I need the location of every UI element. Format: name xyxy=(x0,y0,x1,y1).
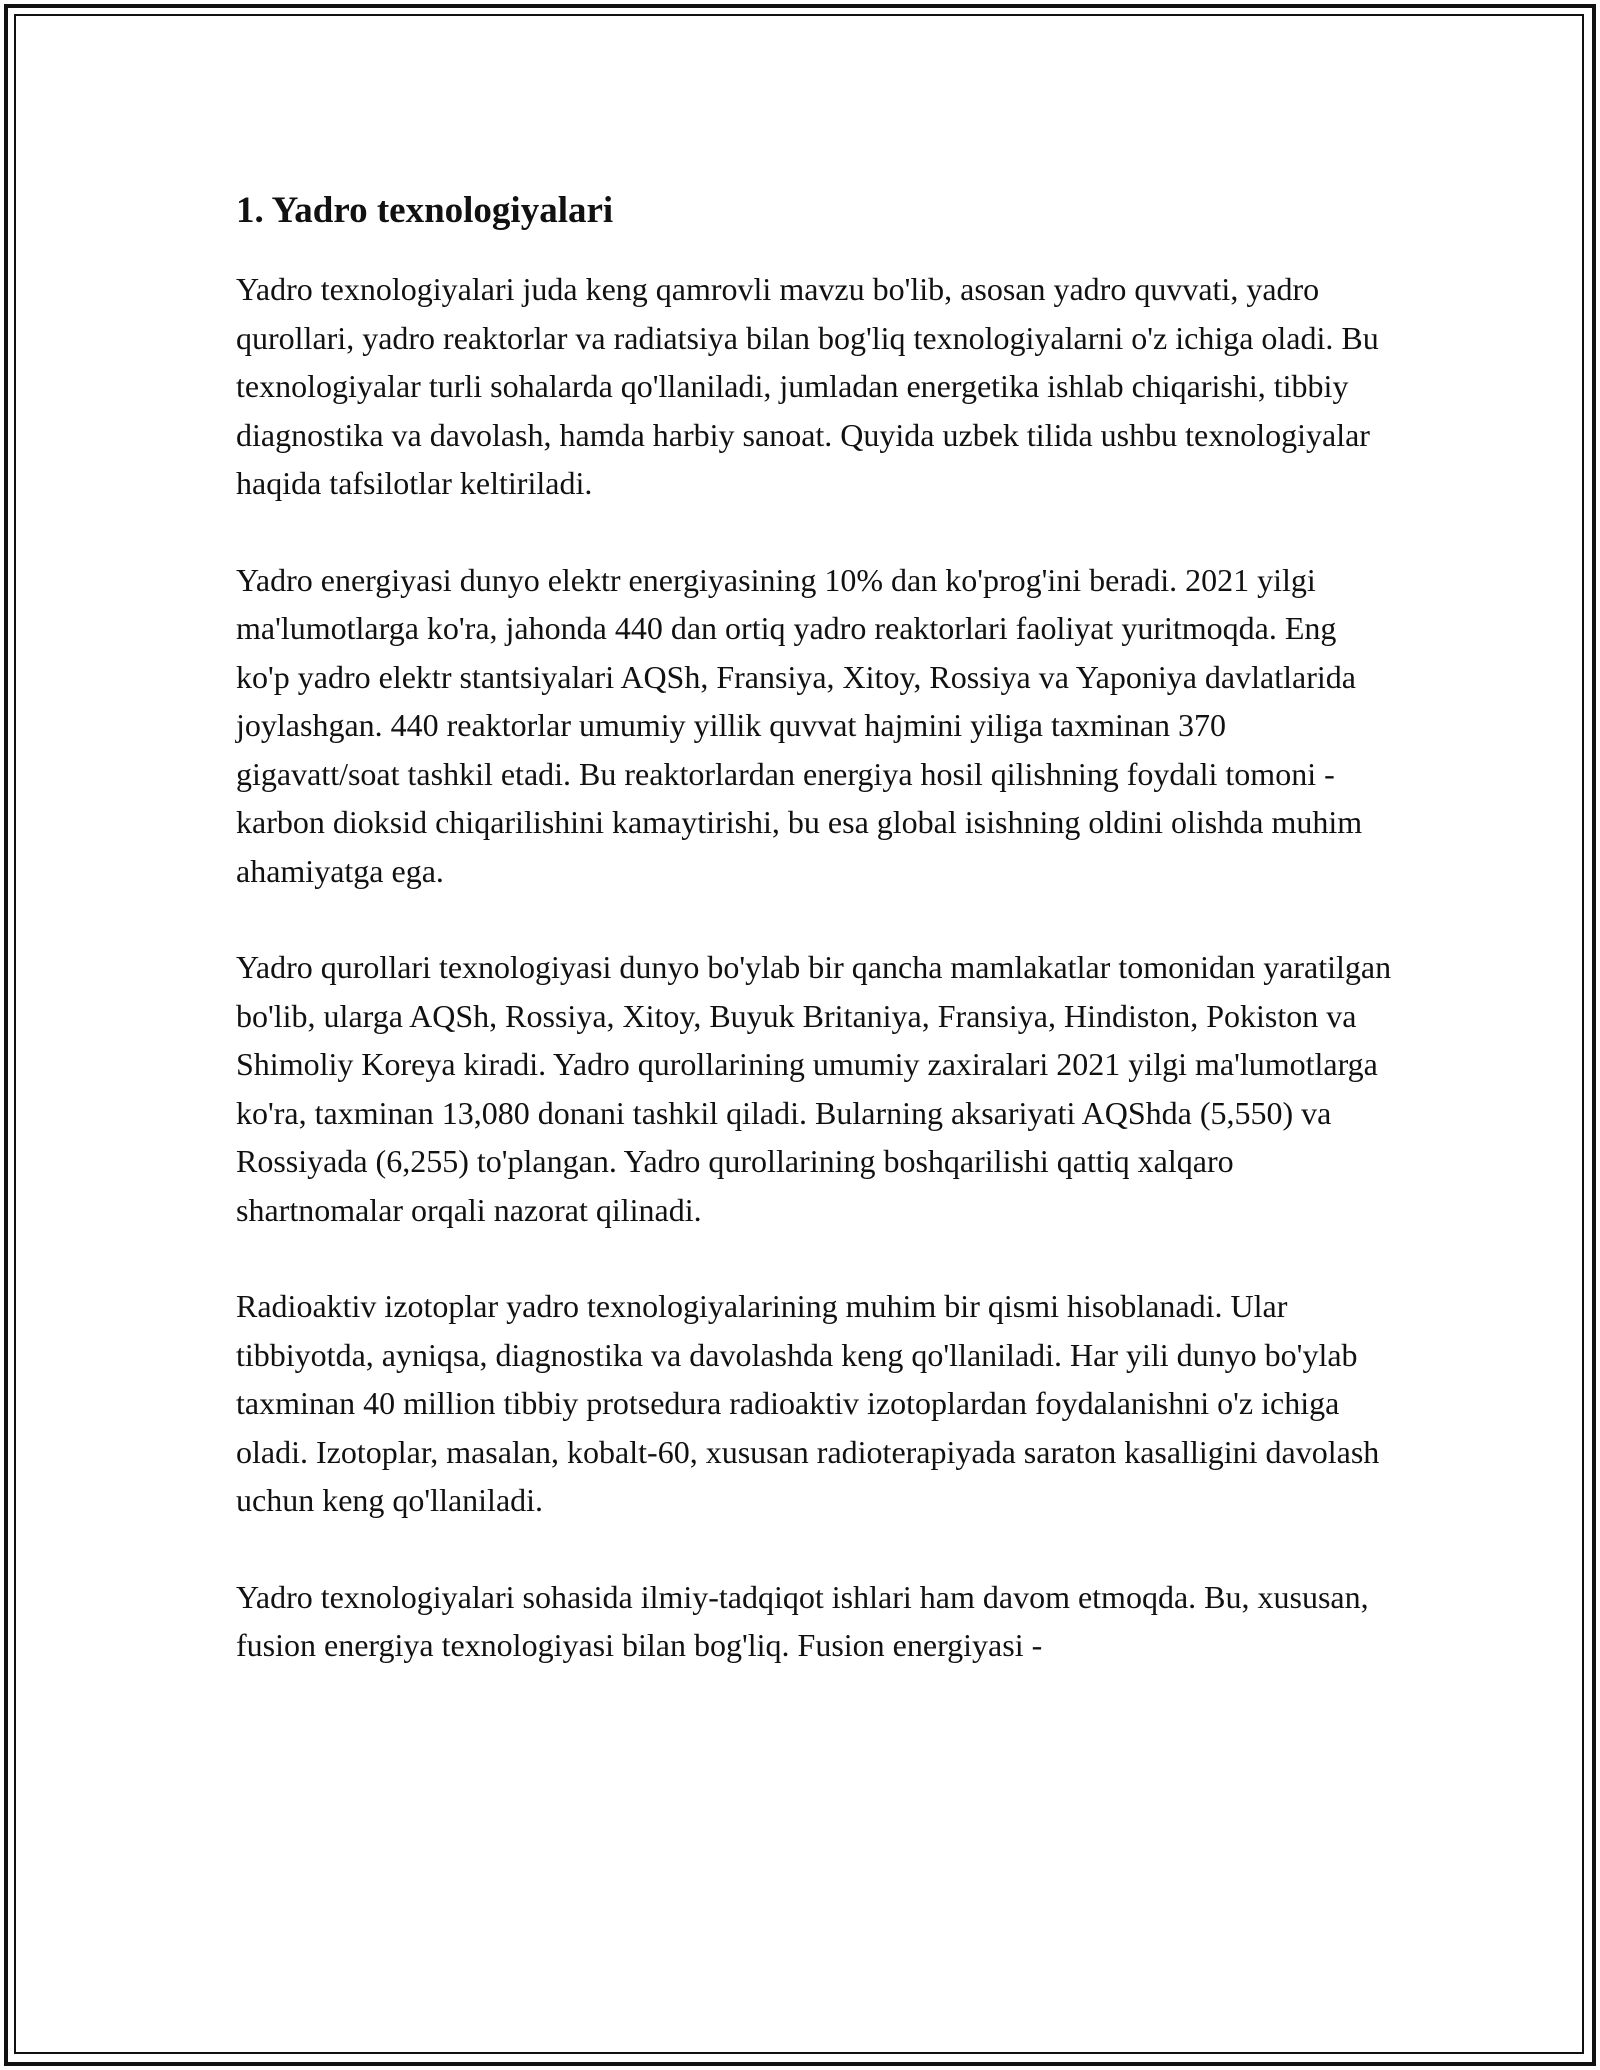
paragraph-research: Yadro texnologiyalari sohasida ilmiy-tadqiqot ishlari ham davom etmoqda. Bu, xususan, fusion energiya texnologiyasi bilan bog'liq. Fusion energiyasi - xyxy=(236,1578,1369,1663)
section-heading: 1. Yadro texnologiyalari xyxy=(236,190,614,231)
paragraph-nuclear-energy: Yadro energiyasi dunyo elektr energiyasining 10% dan ko'prog'ini beradi. 2021 yilgi ma'lumotlarga ko'ra, jahonda 440 dan ortiq yadro reaktorlari faoliyat yuritmoqda. Eng ko'p yadro elektr stantsiyalari AQSh, Fransiya, Xitoy, Rossiya va Yaponiya davlatlarida joylashgan. 440 reaktorlar umumiy yillik quvvat hajmini yiliga taxminan 370 gigavatt/soat tashkil etadi. Bu reaktorlardan energiya hosil qilishning foydali tomoni - karbon dioksid chiqarilishini kamaytirishi, bu esa global isishning oldini olishda muhim ahamiyatga ega. xyxy=(236,561,1363,889)
paragraph-radioactive-isotopes: Radioaktiv izotoplar yadro texnologiyalarining muhim bir qismi hisoblanadi. Ular tibbiyotda, ayniqsa, diagnostika va davolashda keng qo'llaniladi. Har yili dunyo bo'ylab taxminan 40 million tibbiy protsedura radioaktiv izotoplardan foydalanishni o'z ichiga oladi. Izotoplar, masalan, kobalt-60, xususan radioterapiyada saraton kasalligini davolash uchun keng qo'llaniladi. xyxy=(236,1288,1380,1518)
paragraph-nuclear-weapons: Yadro qurollari texnologiyasi dunyo bo'ylab bir qancha mamlakatlar tomonidan yaratilgan bo'lib, ularga AQSh, Rossiya, Xitoy, Buyuk Britaniya, Fransiya, Hindiston, Pokiston va Shimoliy Koreya kiradi. Yadro qurollarining umumiy zaxiralari 2021 yilgi ma'lumotlarga ko'ra, taxminan 13,080 donani tashkil qiladi. Bularning aksariyati AQShda (5,550) va Rossiyada (6,255) to'plangan. Yadro qurollarining boshqarilishi qattiq xalqaro shartnomalar orqali nazorat qilinadi. xyxy=(236,949,1392,1228)
document-body xyxy=(236,186,1396,1718)
paragraph-intro: Yadro texnologiyalari juda keng qamrovli mavzu bo'lib, asosan yadro quvvati, yadro qurollari, yadro reaktorlar va radiatsiya bilan bog'liq texnologiyalarni o'z ichiga oladi. Bu texnologiyalar turli sohalarda qo'llaniladi, jumladan energetika ishlab chiqarishi, tibbiy diagnostika va davolash, hamda harbiy sanoat. Quyida uzbek tilida ushbu texnologiyalar haqida tafsilotlar keltiriladi. xyxy=(236,271,1379,501)
